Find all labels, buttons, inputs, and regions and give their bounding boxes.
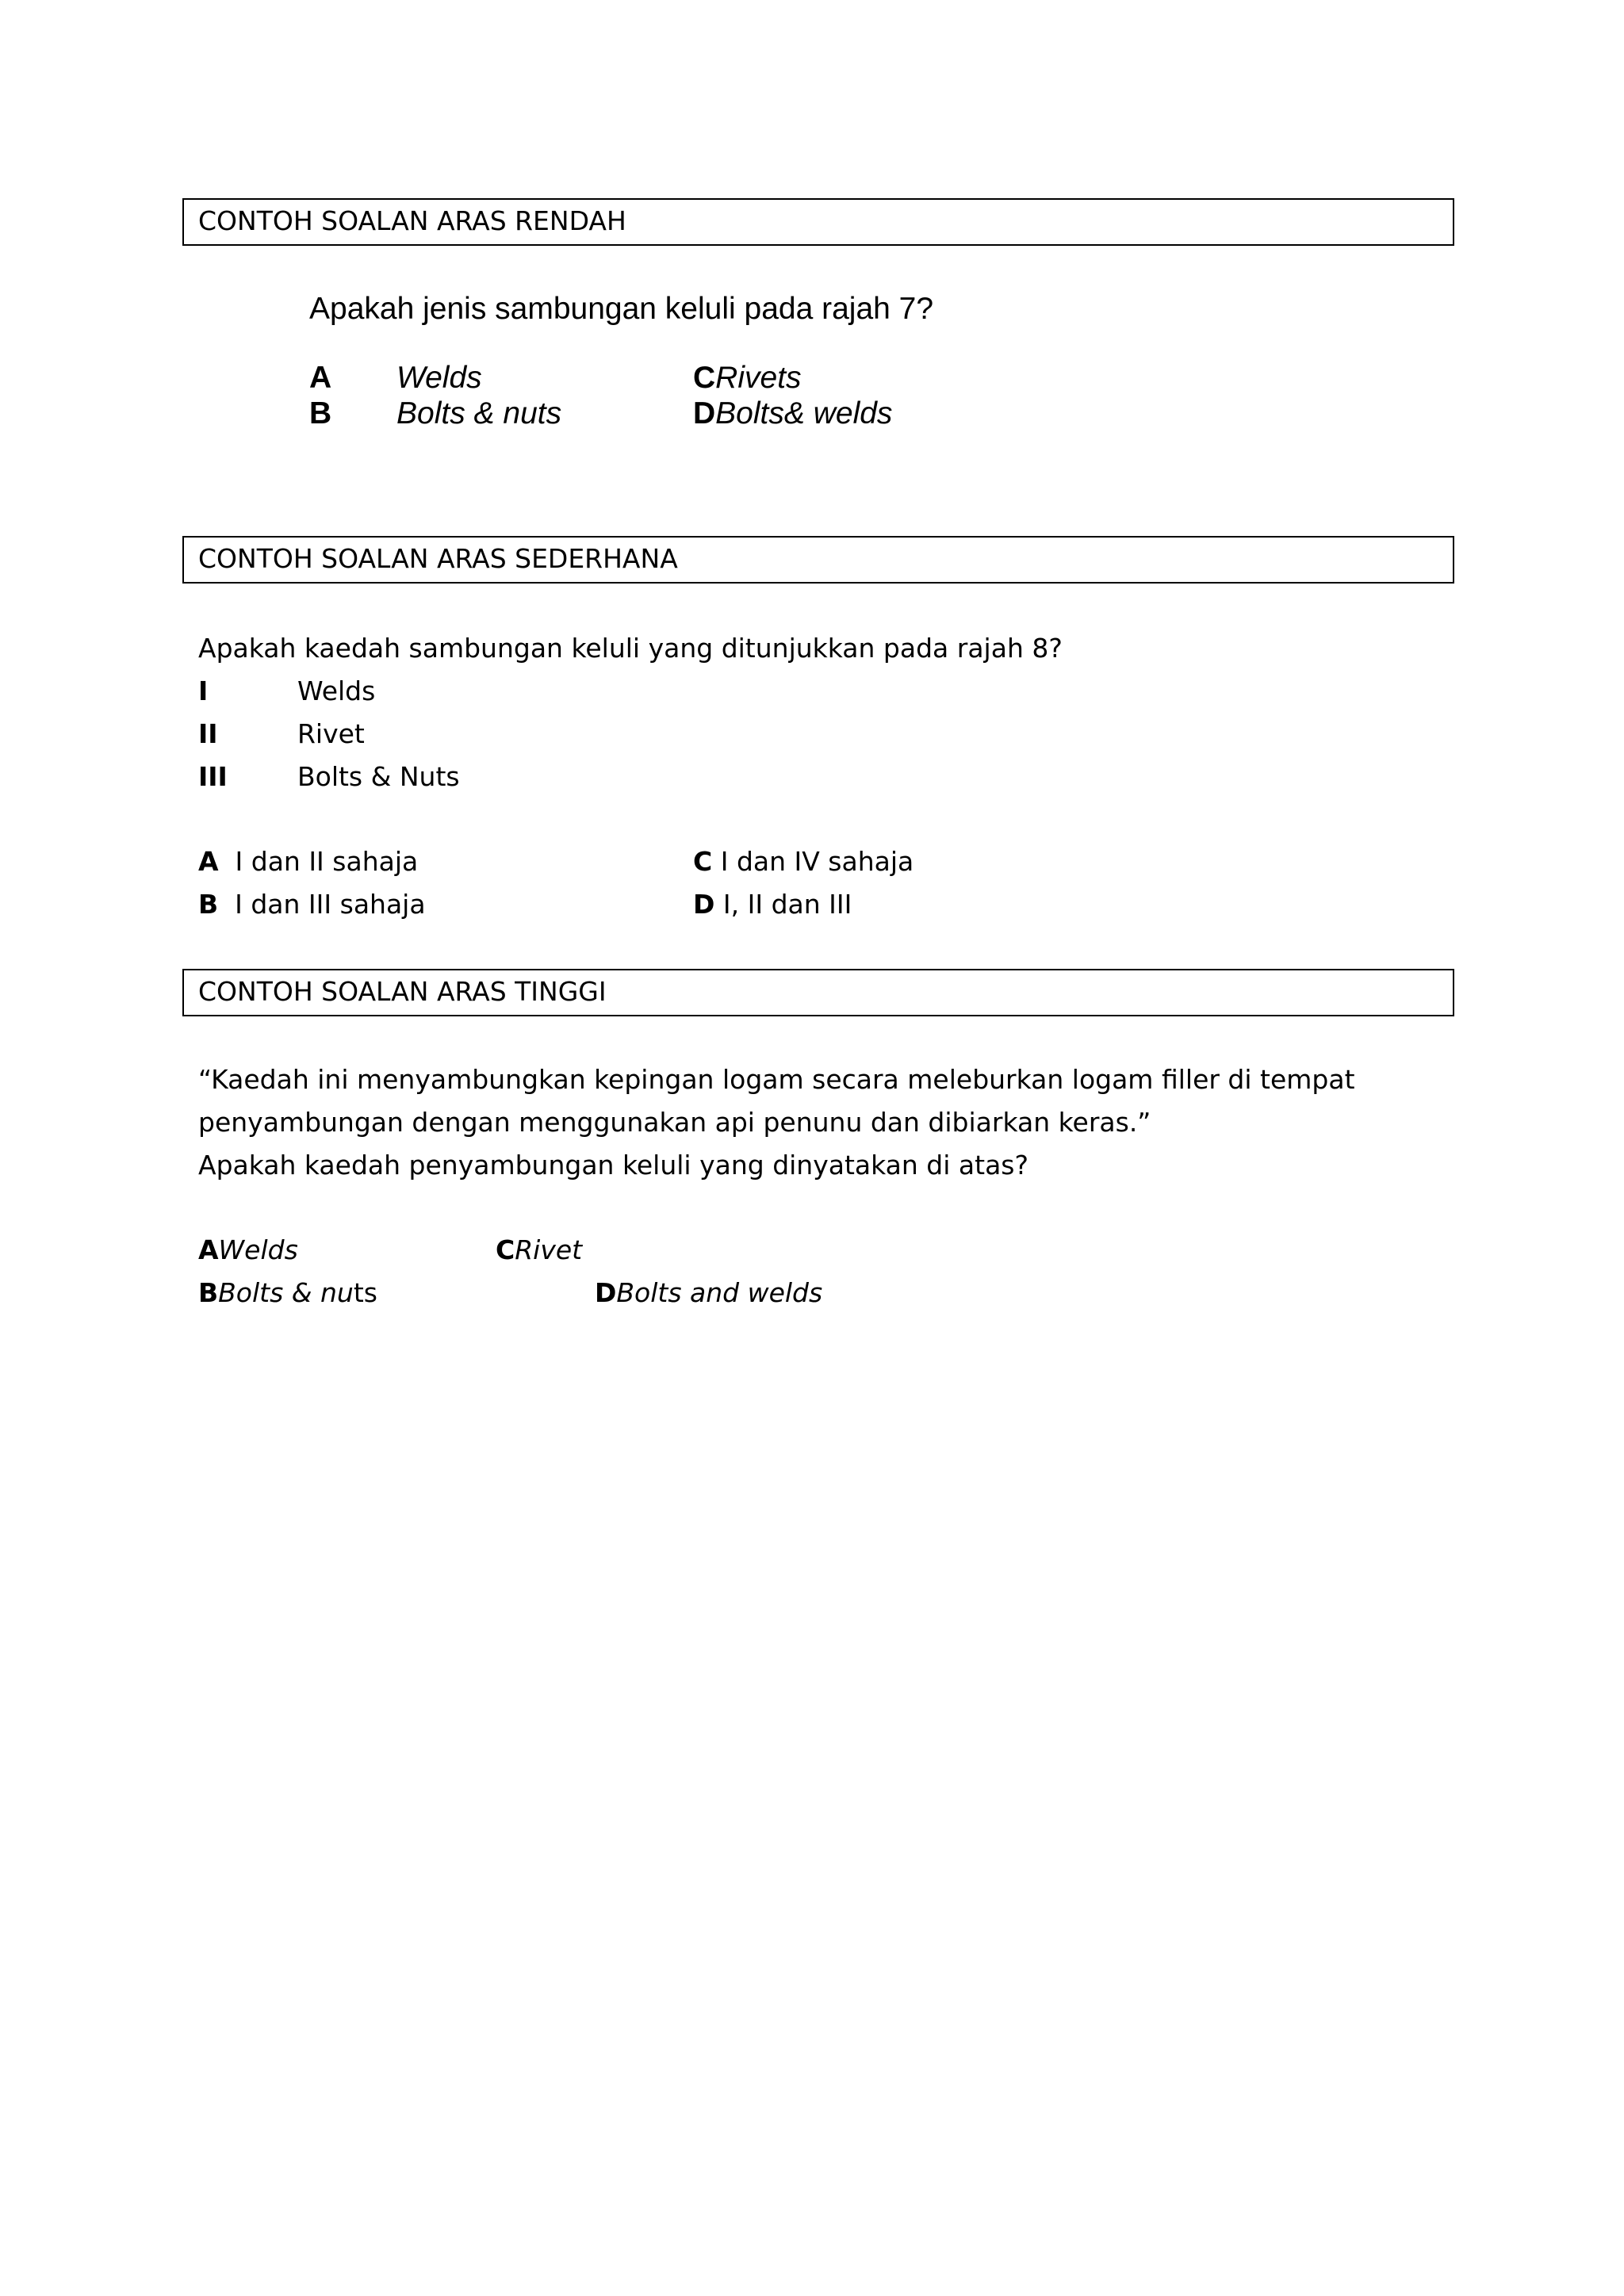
- quote-line-2: penyambungan dengan menggunakan api penunu dan dibiarkan keras.”: [198, 1107, 1151, 1138]
- option-a: [198, 1234, 298, 1265]
- option-text-c: Rivet: [515, 1234, 583, 1265]
- item-text: Welds: [297, 675, 376, 706]
- item-number: III: [198, 761, 228, 792]
- option-text-d: Bolts and welds: [616, 1277, 823, 1308]
- section-header-label: CONTOH SOALAN ARAS TINGGI: [198, 976, 607, 1007]
- item-text: Bolts & Nuts: [297, 761, 460, 792]
- section-header-label: CONTOH SOALAN ARAS RENDAH: [198, 205, 626, 236]
- item-number: II: [198, 718, 218, 749]
- option-c: [693, 846, 914, 877]
- option-letter-c: C: [693, 846, 713, 877]
- option-a: [198, 846, 418, 877]
- question-3: Apakah kaedah penyambungan keluli yang dinyatakan di atas?: [198, 1150, 1028, 1181]
- section-header-aras-tinggi: [182, 969, 1454, 1016]
- option-letter-d: D: [595, 1277, 617, 1308]
- option-c: [693, 361, 802, 396]
- option-d: [595, 1277, 822, 1308]
- option-d: [693, 396, 892, 431]
- option-letter-a: A: [198, 846, 219, 877]
- question-2: Apakah kaedah sambungan keluli yang ditunjukkan pada rajah 8?: [198, 633, 1063, 664]
- option-b: [198, 889, 426, 920]
- option-text-c: I dan IV sahaja: [720, 846, 914, 877]
- option-letter-a: A: [309, 361, 332, 395]
- option-text-c: Rivets: [715, 361, 802, 395]
- option-b: [198, 1277, 377, 1308]
- option-d: [693, 889, 852, 920]
- option-text-b-tail: ts: [353, 1277, 377, 1308]
- option-text-d: I, II dan III: [722, 889, 852, 920]
- section-header-label: CONTOH SOALAN ARAS SEDERHANA: [198, 543, 678, 574]
- option-letter-b: B: [198, 889, 219, 920]
- option-c: [496, 1234, 582, 1265]
- quote-line-1: “Kaedah ini menyambungkan kepingan logam secara meleburkan logam filler di tempat: [198, 1064, 1355, 1095]
- item-number: I: [198, 675, 209, 706]
- option-letter-b: B: [198, 1277, 219, 1308]
- option-text-a: Welds: [396, 361, 482, 395]
- option-text-b: Bolts & nuts: [396, 396, 562, 430]
- option-letter-d: D: [693, 396, 716, 430]
- option-letter-a: A: [198, 1234, 219, 1265]
- option-text-a: I dan II sahaja: [235, 846, 419, 877]
- option-letter-c: C: [693, 361, 716, 395]
- option-letter-d: D: [693, 889, 715, 920]
- option-letter-c: C: [496, 1234, 515, 1265]
- option-text-d: Bolts& welds: [715, 396, 893, 430]
- question-1: Apakah jenis sambungan keluli pada rajah 7?: [309, 292, 934, 326]
- option-text-a: Welds: [218, 1234, 298, 1265]
- section-header-aras-sederhana: [182, 536, 1454, 584]
- option-letter-b: B: [309, 396, 332, 430]
- section-header-aras-rendah: [182, 198, 1454, 246]
- item-text: Rivet: [297, 718, 365, 749]
- option-text-b: Bolts & nu: [218, 1277, 354, 1308]
- option-text-b: I dan III sahaja: [235, 889, 426, 920]
